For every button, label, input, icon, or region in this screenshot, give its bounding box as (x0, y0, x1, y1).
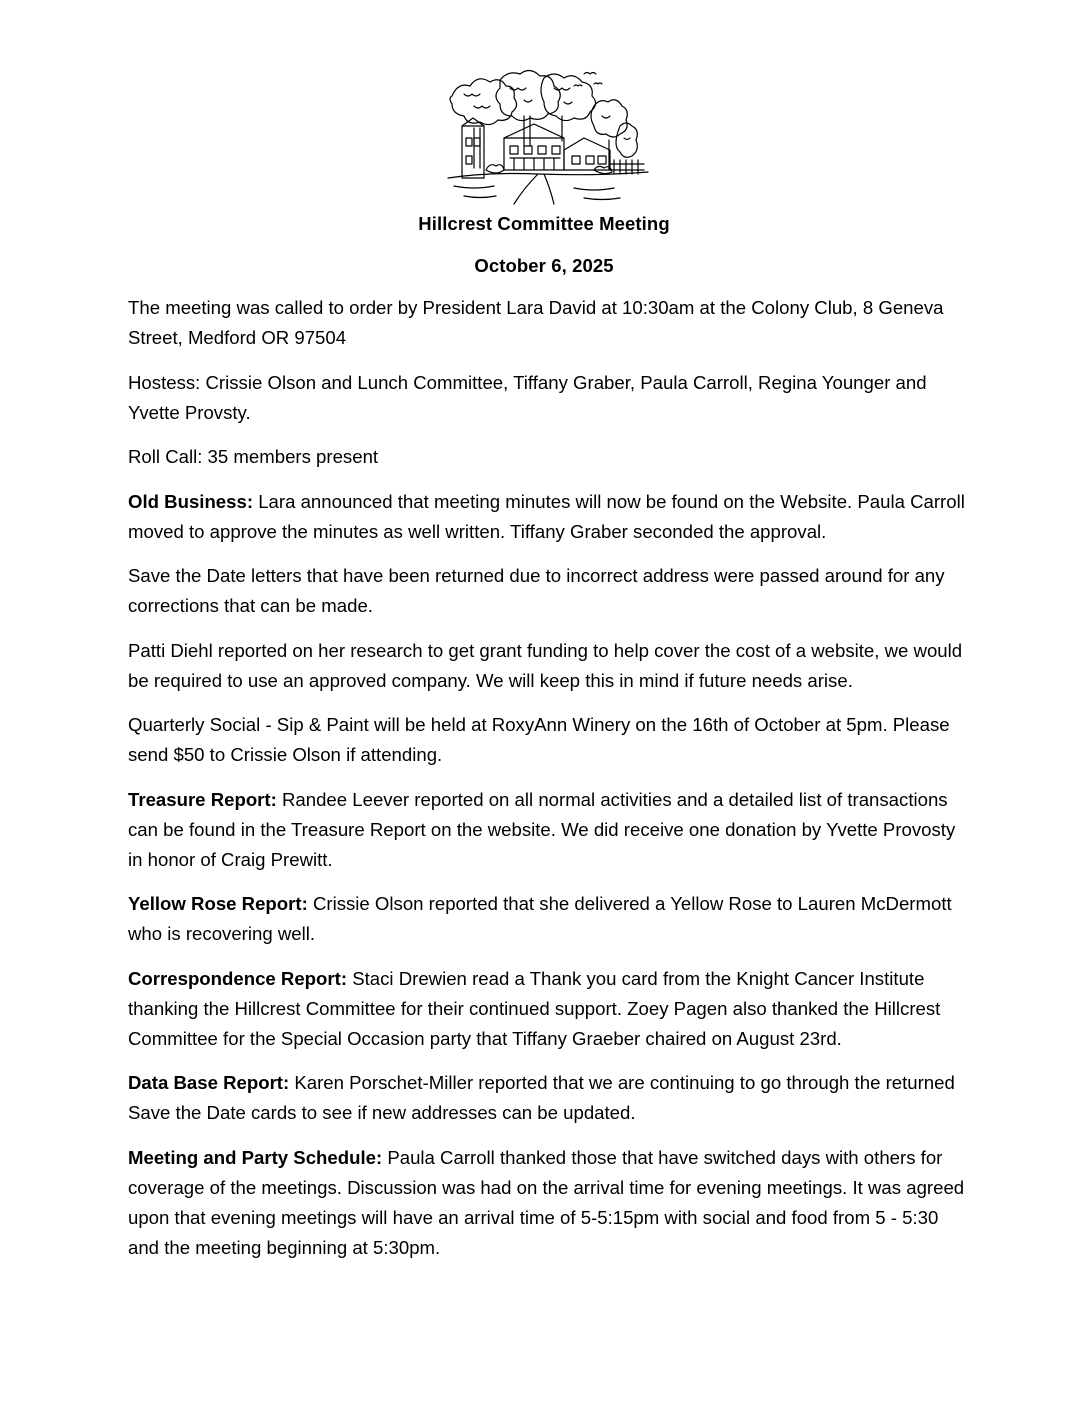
yellow-rose-heading: Yellow Rose Report: (128, 893, 308, 914)
old-business-heading: Old Business: (128, 490, 254, 512)
old-business-paragraph (128, 487, 974, 547)
treasure-report-text: Randee Leever reported on all normal activities and a detailed list of transactions can be found in the Treasure Report on the website. We did receive one donation by Yvette Provosty in honor of Craig Prewitt. (128, 788, 956, 870)
clubhouse-illustration (444, 66, 650, 206)
treasure-report-paragraph (128, 785, 974, 875)
quarterly-social-paragraph: Quarterly Social - Sip & Paint will be held at RoxyAnn Winery on the 16th of October at 5pm. Please send $50 to Crissie Olson if attending. (128, 714, 950, 765)
meeting-date: October 6, 2025 (474, 255, 614, 276)
database-heading: Data Base Report: (128, 1072, 290, 1093)
minutes-body (128, 293, 974, 1277)
call-to-order-paragraph: The meeting was called to order by President Lara David at 10:30am at the Colony Club, 8 Geneva Street, Medford OR 97504 (128, 297, 944, 348)
yellow-rose-paragraph (128, 889, 974, 949)
correspondence-paragraph (128, 964, 974, 1054)
database-text: Karen Porschet-Miller reported that we are continuing to go through the returned Save the Date cards to see if new addresses can be updated. (128, 1072, 955, 1123)
treasure-report-heading: Treasure Report: (128, 788, 277, 810)
clubhouse-drawing (444, 66, 650, 206)
old-business-text: Lara announced that meeting minutes will now be found on the Website. Paula Carroll moved to approve the minutes as well written. Tiffany Graber seconded the approval. (128, 490, 965, 542)
schedule-text: Paula Carroll thanked those that have switched days with others for coverage of the meetings. Discussion was had on the arrival time for evening meetings. It was agreed upon that evening meetings will have an arrival time of 5-5:15pm with social and food from 5 - 5:30 and the meeting beginning at 5:30pm. (128, 1146, 965, 1258)
document-title: Hillcrest Committee Meeting (418, 213, 670, 234)
save-the-date-paragraph: Save the Date letters that have been returned due to incorrect address were passed around for any corrections that can be made. (128, 565, 945, 616)
hostess-paragraph: Hostess: Crissie Olson and Lunch Committee, Tiffany Graber, Paula Carroll, Regina Younger and Yvette Provsty. (128, 371, 927, 423)
correspondence-heading: Correspondence Report: (128, 967, 348, 989)
database-paragraph (128, 1068, 974, 1128)
roll-call-paragraph: Roll Call: 35 members present (128, 446, 379, 467)
grant-funding-paragraph: Patti Diehl reported on her research to get grant funding to help cover the cost of a website, we would be required to use an approved company. We will keep this in mind if future needs arise. (128, 639, 963, 691)
schedule-heading: Meeting and Party Schedule: (128, 1146, 383, 1168)
correspondence-text: Staci Drewien read a Thank you card from the Knight Cancer Institute thanking the Hillcrest Committee for their continued support. Zoey Pagen also thanked the Hillcrest Committee for the Special Occasion party that Tiffany Graeber chaired on August 23rd. (128, 967, 941, 1049)
yellow-rose-text: Crissie Olson reported that she delivered a Yellow Rose to Lauren McDermott who is recovering well. (128, 893, 952, 944)
schedule-paragraph (128, 1143, 974, 1263)
